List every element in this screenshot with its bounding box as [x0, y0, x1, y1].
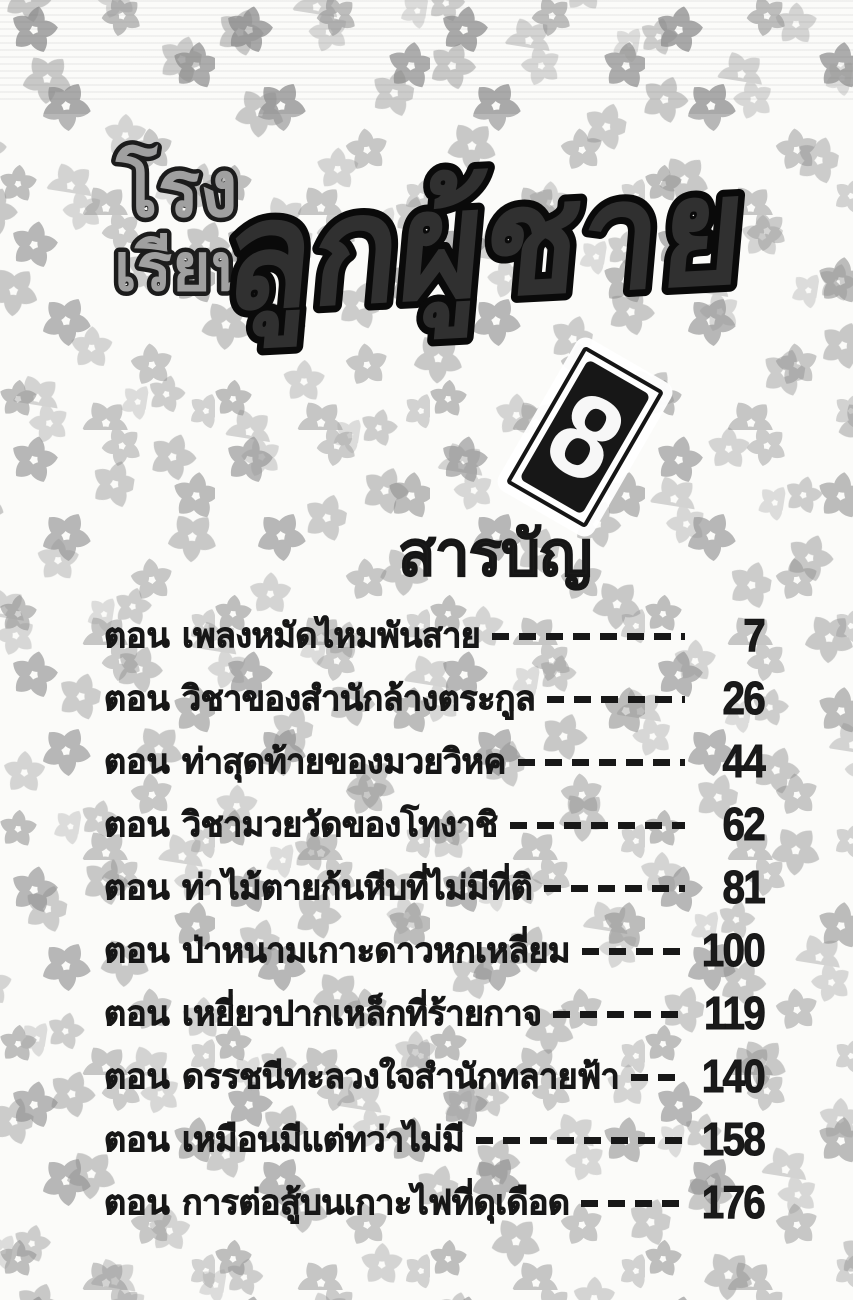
page-number: 119: [703, 987, 764, 1039]
chapter-title: เหยี่ยวปากเหล็กที่ร้ายกาจ: [182, 995, 542, 1033]
chapter-title: วิชามวยวัดของโทงาชิ: [182, 806, 498, 844]
toc-row: [104, 1113, 764, 1165]
dash-leader: [547, 696, 685, 703]
chapter-label: ตอน: [104, 617, 170, 655]
dash-leader: [631, 1074, 685, 1081]
chapter-title: วิชาของสำนักล้างตระกูล: [182, 680, 536, 718]
toc-row: [104, 1050, 764, 1102]
page-number: 62: [722, 798, 764, 850]
chapter-label: ตอน: [104, 680, 170, 718]
toc-row: [104, 987, 764, 1039]
toc-row: [104, 924, 764, 976]
volume-number: 8: [526, 365, 644, 509]
chapter-label: ตอน: [104, 1121, 170, 1159]
chapter-title: ป่าหนามเกาะดาวหกเหลี่ยม: [182, 932, 570, 970]
chapter-title: ดรรชนีทะลวงใจสำนักทลายฟ้า: [182, 1058, 620, 1096]
chapter-title: เหมือนมีแต่ทว่าไม่มี: [182, 1121, 465, 1159]
page-number: 81: [722, 861, 764, 913]
logo-main-title: ลูกผู้ชาย: [218, 144, 778, 342]
toc-list: [104, 609, 764, 1243]
page-number: 100: [701, 924, 764, 976]
dash-leader: [518, 759, 685, 766]
page-number: 158: [701, 1113, 764, 1165]
page-number: 26: [722, 672, 764, 724]
page-number: 176: [701, 1176, 764, 1228]
logo-main: [218, 104, 786, 344]
chapter-title: เพลงหมัดไหมพันสาย: [182, 617, 481, 655]
chapter-label: ตอน: [104, 995, 170, 1033]
chapter-title: ท่าไม้ตายก้นหีบที่ไม่มีที่ติ: [182, 869, 533, 907]
chapter-title: การต่อสู้บนเกาะไฟที่ดุเดือด: [182, 1184, 570, 1222]
toc-row: [104, 735, 764, 787]
dash-leader: [553, 1011, 685, 1018]
chapter-title: ท่าสุดท้ายของมวยวิหค: [182, 743, 506, 781]
logo-prefix-line1: โรง: [116, 145, 238, 233]
toc-row: [104, 798, 764, 850]
toc-heading: สารบัญ: [398, 520, 592, 589]
toc-row: [104, 1176, 764, 1228]
logo-prefix-line2: เรียน: [114, 230, 256, 304]
dash-leader: [492, 633, 685, 640]
chapter-label: ตอน: [104, 932, 170, 970]
page-number: 7: [743, 609, 764, 661]
dash-leader: [510, 822, 685, 829]
chapter-label: ตอน: [104, 869, 170, 907]
dash-leader: [476, 1137, 685, 1144]
toc-row: [104, 861, 764, 913]
chapter-label: ตอน: [104, 1058, 170, 1096]
dash-leader: [581, 1200, 685, 1207]
chapter-label: ตอน: [104, 743, 170, 781]
page-number: 44: [722, 735, 764, 787]
dash-leader: [544, 885, 685, 892]
toc-row: [104, 609, 764, 661]
toc-row: [104, 672, 764, 724]
dash-leader: [582, 948, 685, 955]
chapter-label: ตอน: [104, 806, 170, 844]
page-number: 140: [701, 1050, 764, 1102]
chapter-label: ตอน: [104, 1184, 170, 1222]
